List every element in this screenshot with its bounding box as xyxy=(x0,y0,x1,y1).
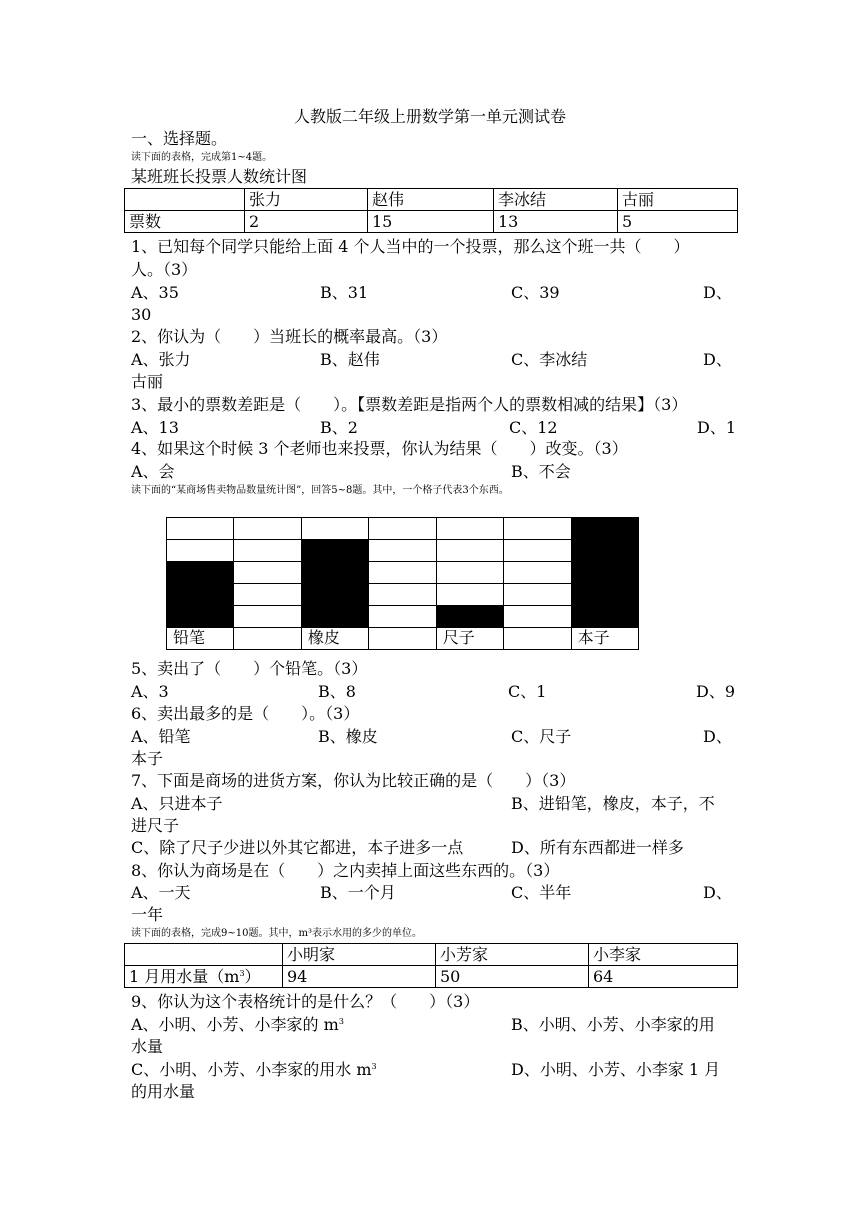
table-caption: 某班班长投票人数统计图 xyxy=(131,167,308,186)
option-c: C、半年 xyxy=(511,883,572,902)
table-cell: 2 xyxy=(245,211,368,233)
chart-bar-3 xyxy=(571,517,639,628)
chart-grid-cell xyxy=(233,561,301,584)
table-cell: 15 xyxy=(368,211,494,233)
table-cell: 票数 xyxy=(125,211,245,233)
superscript: 3 xyxy=(371,1062,377,1071)
table-cell: 古丽 xyxy=(618,189,738,211)
chart-grid-cell xyxy=(368,539,436,562)
page-title: 人教版二年级上册数学第一单元测试卷 xyxy=(293,107,566,126)
instruction-text: 读下面的表格，完成9~10题。其中，m³表示水用的多少的单位。 xyxy=(131,928,422,939)
option-a: A、一天 xyxy=(131,883,191,902)
option-d: D、1 xyxy=(697,418,737,437)
option-d: D、 xyxy=(703,350,732,369)
option-d: D、 xyxy=(703,283,732,302)
question-6: 6、卖出最多的是（ ）。（3） xyxy=(131,704,360,723)
option-d-cont: 本子 xyxy=(131,749,164,768)
option-c: C、1 xyxy=(508,682,547,701)
superscript: 3 xyxy=(239,969,245,978)
option-c: C、39 xyxy=(511,283,560,302)
option-d-cont: 古丽 xyxy=(131,372,164,391)
chart-bar-2 xyxy=(436,605,504,628)
chart-grid-cell xyxy=(503,627,571,650)
option-b: B、31 xyxy=(320,283,369,302)
chart-grid-cell xyxy=(368,627,436,650)
option-a: A、铅笔 xyxy=(131,727,191,746)
option-a: A、只进本子 xyxy=(131,794,223,813)
chart-grid-cell xyxy=(301,517,369,540)
option-b: B、8 xyxy=(318,682,356,701)
instruction-text: 读下面的“某商场售卖物品数量统计图”，回答5~8题。其中，一个格子代表3个东西。 xyxy=(131,485,509,496)
option-b: B、橡皮 xyxy=(318,727,378,746)
option-c: C、除了尺子少进以外其它都进，本子进多一点 xyxy=(131,838,464,857)
question-3: 3、最小的票数差距是（ ）。【票数差距是指两个人的票数相减的结果】（3） xyxy=(131,395,688,414)
option-a: A、会 xyxy=(131,462,175,481)
option-a: A、35 xyxy=(131,283,179,302)
chart-category-label: 铅笔 xyxy=(173,628,206,647)
option-c-text: C、小明、小芳、小李家的用水 m xyxy=(131,1060,372,1079)
table-header-row xyxy=(125,944,738,966)
option-c: C、李冰结 xyxy=(511,350,588,369)
vote-table xyxy=(124,188,738,233)
chart-grid-cell xyxy=(368,605,436,628)
table-cell: 5 xyxy=(618,211,738,233)
instruction-text: 读下面的表格，完成第1~4题。 xyxy=(131,152,273,163)
table-cell: 张力 xyxy=(245,189,368,211)
question-2: 2、你认为（ ）当班长的概率最高。（3） xyxy=(131,327,448,346)
option-b: B、赵伟 xyxy=(320,350,380,369)
chart-category-label: 橡皮 xyxy=(307,628,340,647)
chart-grid-cell xyxy=(233,583,301,606)
chart-grid-cell xyxy=(436,561,504,584)
option-c xyxy=(131,1059,377,1081)
option-b-cont: 水量 xyxy=(131,1037,164,1056)
chart-grid-cell xyxy=(368,517,436,540)
table-cell: 小明家 xyxy=(283,944,436,966)
question-8: 8、你认为商场是在（ ）之内卖掉上面这些东西的。（3） xyxy=(131,861,560,880)
question-5: 5、卖出了（ ）个铅笔。（3） xyxy=(131,659,368,678)
option-d: D、小明、小芳、小李家 1 月 xyxy=(511,1060,721,1079)
question-7: 7、下面是商场的进货方案，你认为比较正确的是（ ）（3） xyxy=(131,771,576,790)
chart-category-label: 尺子 xyxy=(442,628,475,647)
question-1-cont: 人。（3） xyxy=(131,260,198,279)
chart-grid-cell xyxy=(503,517,571,540)
chart-grid-cell xyxy=(166,517,234,540)
option-d-cont: 的用水量 xyxy=(131,1082,196,1101)
table-cell: 赵伟 xyxy=(368,189,494,211)
option-d-cont: 一年 xyxy=(131,905,164,924)
water-table xyxy=(124,943,738,988)
table-cell xyxy=(125,944,283,966)
option-b: B、一个月 xyxy=(320,883,396,902)
table-cell: 50 xyxy=(436,966,589,988)
table-row xyxy=(125,211,738,233)
table-cell: 小李家 xyxy=(589,944,738,966)
chart-grid-cell xyxy=(436,517,504,540)
table-cell: 13 xyxy=(494,211,618,233)
chart-grid-cell xyxy=(368,583,436,606)
section-heading: 一、选择题。 xyxy=(131,129,228,148)
chart-grid-cell xyxy=(436,583,504,606)
option-b: B、进铅笔，橡皮，本子，不 xyxy=(511,794,715,813)
option-b: B、不会 xyxy=(511,462,571,481)
chart-grid-cell xyxy=(503,561,571,584)
option-d-cont: 30 xyxy=(131,305,152,324)
option-a: A、3 xyxy=(131,682,169,701)
superscript: 3 xyxy=(338,1017,344,1026)
question-4: 4、如果这个时候 3 个老师也来投票，你认为结果（ ）改变。（3） xyxy=(131,439,628,458)
option-a: A、13 xyxy=(131,418,179,437)
option-a xyxy=(131,1014,344,1036)
table-cell: 94 xyxy=(283,966,436,988)
chart-grid-cell xyxy=(503,583,571,606)
table-cell: 小芳家 xyxy=(436,944,589,966)
table-header-row xyxy=(125,189,738,211)
table-row xyxy=(125,966,738,988)
table-cell xyxy=(125,189,245,211)
chart-grid-cell xyxy=(233,605,301,628)
chart-grid-cell xyxy=(166,539,234,562)
chart-grid-cell xyxy=(233,539,301,562)
row-label: 1 月用水量（m xyxy=(129,967,240,986)
option-d: D、9 xyxy=(696,682,736,701)
question-9: 9、你认为这个表格统计的是什么？（ ）（3） xyxy=(131,992,480,1011)
option-d: D、 xyxy=(703,883,732,902)
table-cell xyxy=(125,966,283,988)
option-a: A、张力 xyxy=(131,350,191,369)
option-b-cont: 进尺子 xyxy=(131,816,180,835)
option-c: C、12 xyxy=(509,418,558,437)
chart-grid-cell xyxy=(503,605,571,628)
chart-category-label: 本子 xyxy=(577,628,610,647)
chart-grid-cell xyxy=(503,539,571,562)
sales-bar-chart xyxy=(166,517,638,649)
option-c: C、尺子 xyxy=(511,727,572,746)
option-b: B、2 xyxy=(320,418,358,437)
option-a-text: A、小明、小芳、小李家的 m xyxy=(131,1015,339,1034)
row-label-end: ） xyxy=(244,967,261,986)
chart-bar-0 xyxy=(166,561,234,628)
table-cell: 李冰结 xyxy=(494,189,618,211)
option-d: D、 xyxy=(703,727,732,746)
chart-bar-1 xyxy=(301,539,369,628)
chart-grid-cell xyxy=(368,561,436,584)
chart-grid-cell xyxy=(233,627,301,650)
chart-grid-cell xyxy=(233,517,301,540)
question-1: 1、已知每个同学只能给上面 4 个人当中的一个投票，那么这个班一共（ ） xyxy=(131,237,690,256)
table-cell: 64 xyxy=(589,966,738,988)
option-b: B、小明、小芳、小李家的用 xyxy=(511,1015,715,1034)
chart-grid-cell xyxy=(436,539,504,562)
option-d: D、所有东西都进一样多 xyxy=(511,838,684,857)
